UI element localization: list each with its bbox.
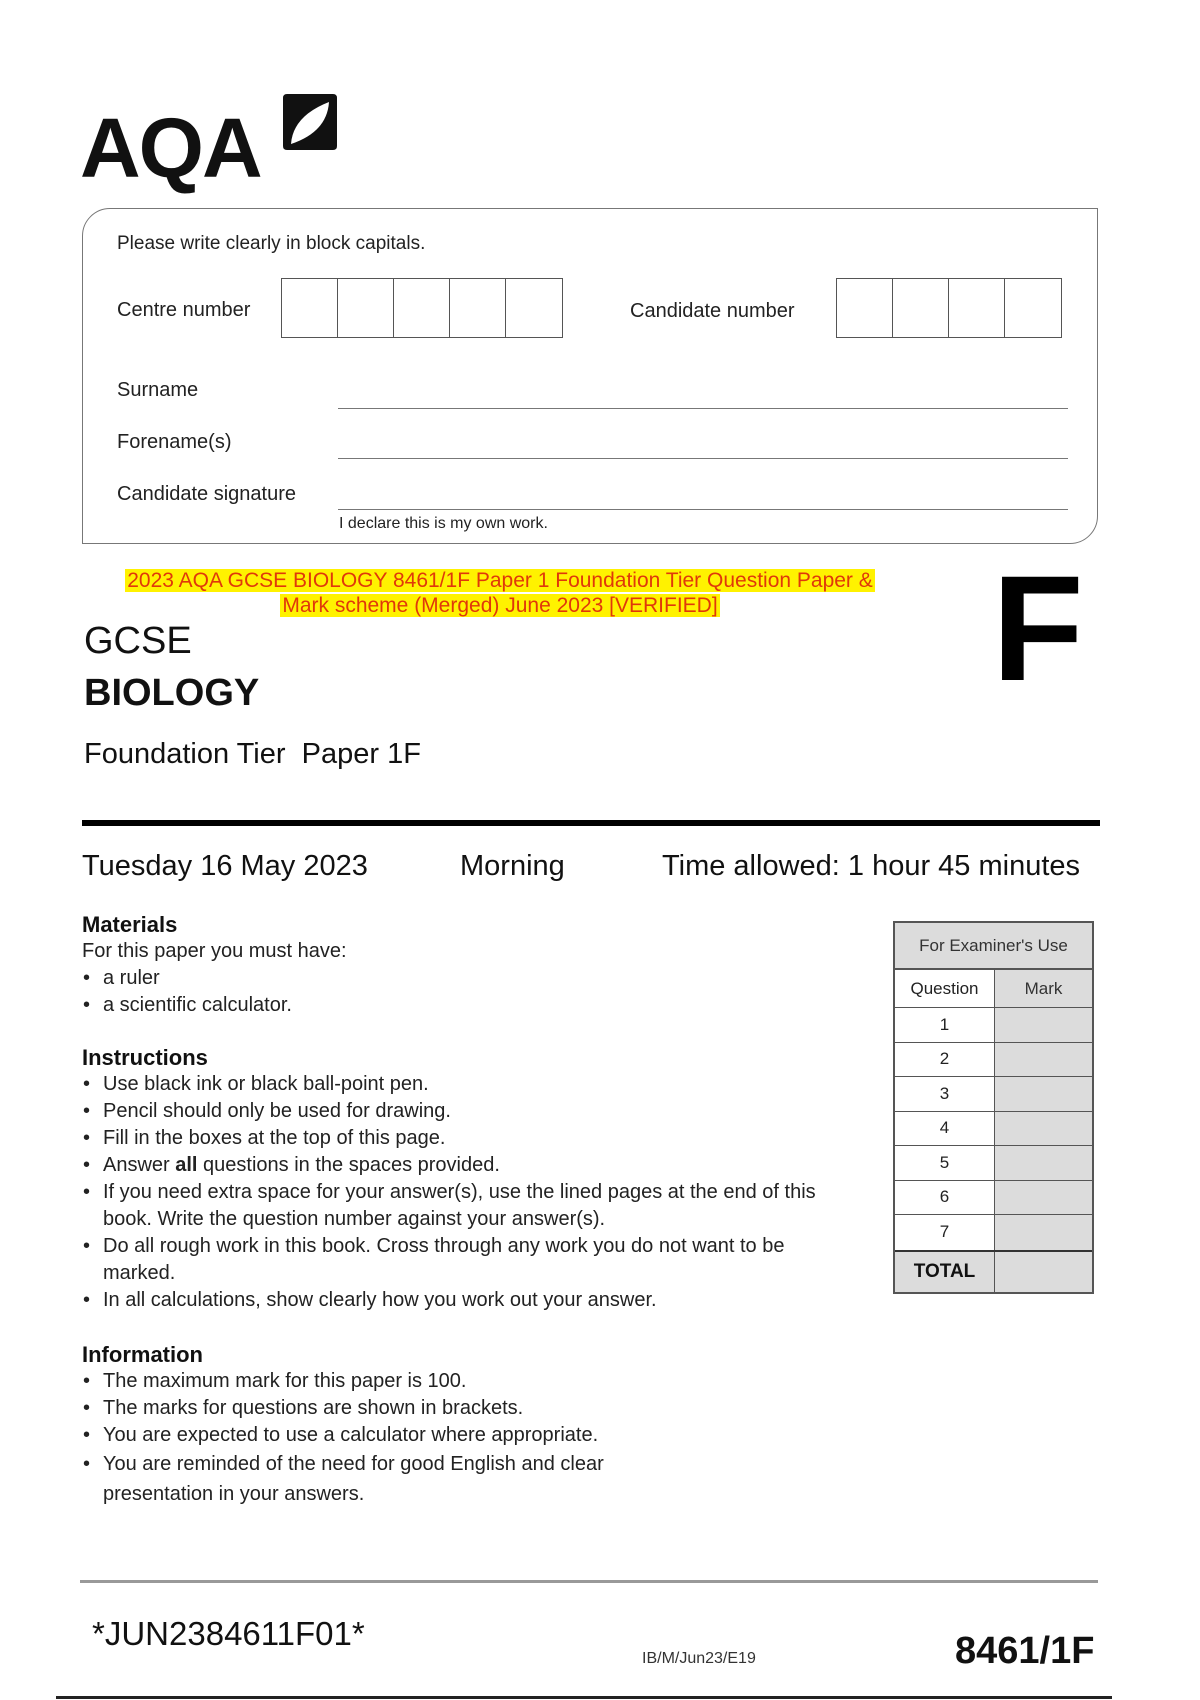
total-row: [895, 1250, 1092, 1292]
centre-number-digit-box[interactable]: [394, 279, 450, 337]
block-capitals-instruction: Please write clearly in block capitals.: [117, 233, 426, 254]
header-divider: [82, 820, 1100, 826]
materials-item: • a ruler: [82, 965, 782, 992]
instruction-text: questions in the spaces provided.: [197, 1154, 500, 1176]
examiners-use-table: [893, 921, 1094, 1294]
highlighted-title-line-2: Mark scheme (Merged) June 2023 [VERIFIED]: [282, 594, 718, 617]
highlighted-title-line-1: 2023 AQA GCSE BIOLOGY 8461/1F Paper 1 Foundation Tier Question Paper &: [127, 569, 873, 592]
instructions-list: [82, 1071, 862, 1314]
mark-cell: [995, 1146, 1092, 1180]
instruction-item: • Use black ink or black ball-point pen.: [82, 1071, 862, 1098]
centre-number-label: Centre number: [117, 299, 251, 321]
materials-intro: For this paper you must have:: [82, 940, 347, 962]
centre-number-field[interactable]: [281, 278, 563, 338]
exam-date: Tuesday 16 May 2023: [82, 850, 368, 882]
signature-input-line[interactable]: [338, 509, 1068, 510]
question-number: 7: [895, 1215, 995, 1250]
forenames-label: Forename(s): [117, 431, 232, 453]
candidate-number-digit-box[interactable]: [893, 279, 949, 337]
materials-item: • a scientific calculator.: [82, 992, 782, 1019]
centre-number-digit-box[interactable]: [450, 279, 506, 337]
signature-label: Candidate signature: [117, 483, 297, 505]
materials-section: [82, 912, 782, 1019]
information-item: • You are reminded of the need for good English and clear presentation in your answers.: [82, 1449, 682, 1509]
instruction-item: • If you need extra space for your answer(s), use the lined pages at the end of this book. Write the question number against your answer(s).: [82, 1179, 862, 1233]
forenames-input-line[interactable]: [338, 458, 1068, 459]
candidate-details-box: [82, 208, 1098, 544]
question-number: 2: [895, 1043, 995, 1077]
centre-number-digit-box[interactable]: [338, 279, 394, 337]
mark-cell: [995, 1215, 1092, 1250]
materials-list: [82, 965, 782, 1019]
candidate-number-digit-box[interactable]: [949, 279, 1005, 337]
logo-text: AQA: [80, 101, 261, 195]
information-item: • The marks for questions are shown in brackets.: [82, 1395, 682, 1422]
information-item: • You are expected to use a calculator where appropriate.: [82, 1422, 682, 1449]
mark-cell: [995, 1077, 1092, 1111]
information-section: [82, 1342, 682, 1509]
information-heading: Information: [82, 1342, 203, 1367]
question-number: 6: [895, 1181, 995, 1215]
instruction-item: [82, 1152, 862, 1179]
question-column-header: Question: [895, 970, 995, 1007]
question-number: 5: [895, 1146, 995, 1180]
surname-label: Surname: [117, 379, 199, 401]
page-bottom-edge: [56, 1696, 1112, 1699]
qualification-title: GCSE: [84, 620, 192, 662]
tier-paper-title: Foundation Tier Paper 1F: [84, 738, 421, 770]
question-row: [895, 1008, 1092, 1043]
instruction-text: Answer: [103, 1154, 176, 1176]
information-list: [82, 1368, 682, 1509]
declaration-text: I declare this is my own work.: [339, 515, 548, 532]
centre-number-digit-box[interactable]: [282, 279, 338, 337]
question-number: 3: [895, 1077, 995, 1111]
aqa-logo: [80, 92, 340, 195]
time-allowed: Time allowed: 1 hour 45 minutes: [662, 850, 1081, 882]
candidate-number-digit-box[interactable]: [1005, 279, 1061, 337]
instructions-section: [82, 1045, 862, 1314]
reference-code: IB/M/Jun23/E19: [642, 1650, 756, 1667]
total-label: TOTAL: [895, 1252, 995, 1292]
instruction-item: • In all calculations, show clearly how you work out your answer.: [82, 1287, 862, 1314]
paper-code: 8461/1F: [955, 1630, 1095, 1672]
instruction-item: • Do all rough work in this book. Cross through any work you do not want to be marked.: [82, 1233, 862, 1287]
question-number: 4: [895, 1112, 995, 1146]
barcode-text: *JUN2384611F01*: [92, 1615, 365, 1652]
mark-cell: [995, 1043, 1092, 1077]
aqa-leaf-mark-icon: [283, 94, 337, 150]
question-row: [895, 1215, 1092, 1250]
highlighted-document-title: [100, 568, 900, 618]
information-item: • The maximum mark for this paper is 100.: [82, 1368, 682, 1395]
materials-heading: Materials: [82, 912, 178, 937]
tier-letter: F: [992, 544, 1084, 712]
question-number: 1: [895, 1008, 995, 1042]
subject-title: BIOLOGY: [84, 672, 260, 714]
candidate-number-label: Candidate number: [630, 300, 795, 322]
examiners-table-header-row: [895, 970, 1092, 1008]
examiners-use-heading: For Examiner's Use: [895, 923, 1092, 970]
footer-divider: [80, 1580, 1098, 1583]
total-mark-cell: [995, 1252, 1092, 1292]
mark-cell: [995, 1008, 1092, 1042]
mark-cell: [995, 1112, 1092, 1146]
candidate-number-digit-box[interactable]: [837, 279, 893, 337]
centre-number-digit-box[interactable]: [506, 279, 562, 337]
exam-session: Morning: [460, 850, 565, 882]
mark-cell: [995, 1181, 1092, 1215]
question-row: [895, 1077, 1092, 1112]
mark-column-header: Mark: [995, 970, 1092, 1007]
question-row: [895, 1181, 1092, 1216]
surname-input-line[interactable]: [338, 408, 1068, 409]
instruction-emphasis: all: [175, 1154, 198, 1176]
question-row: [895, 1146, 1092, 1181]
question-row: [895, 1043, 1092, 1078]
instruction-item: • Pencil should only be used for drawing.: [82, 1098, 862, 1125]
instructions-heading: Instructions: [82, 1045, 208, 1070]
question-row: [895, 1112, 1092, 1147]
candidate-number-field[interactable]: [836, 278, 1062, 338]
instruction-item: • Fill in the boxes at the top of this page.: [82, 1125, 862, 1152]
